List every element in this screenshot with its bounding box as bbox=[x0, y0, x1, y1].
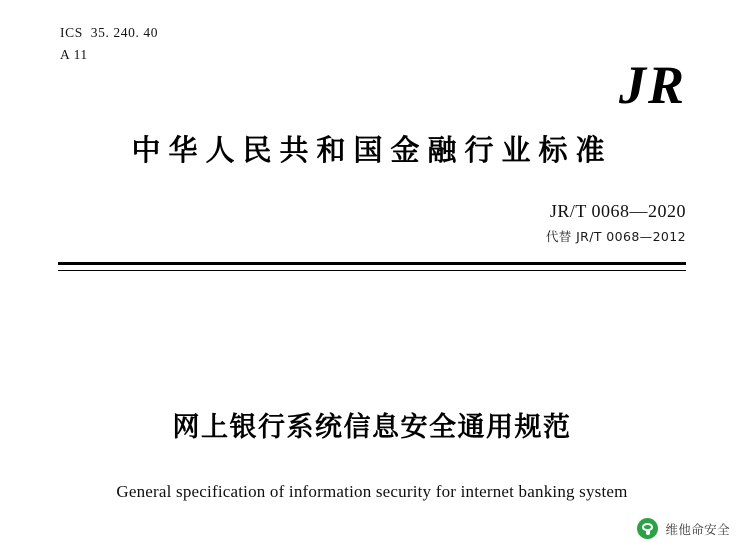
standard-number: JR/T 0068—2020 bbox=[549, 201, 686, 221]
leaf-shield-icon bbox=[637, 518, 658, 539]
divider-thin bbox=[58, 270, 686, 271]
watermark bbox=[637, 518, 730, 539]
ics-code: ICS 35. 240. 40 bbox=[60, 25, 159, 40]
watermark-label: 维他命安全 bbox=[665, 521, 730, 537]
standard-number-block bbox=[546, 200, 686, 245]
document-title-chinese: 网上银行系统信息安全通用规范 bbox=[172, 412, 572, 443]
classification-code: A 11 bbox=[60, 47, 88, 63]
document-title-english: General specification of information security for internet banking system bbox=[116, 482, 628, 501]
standard-replaces: 代替 JR/T 0068—2012 bbox=[545, 229, 686, 245]
jr-logo: JR bbox=[618, 55, 686, 115]
issuing-authority-title: 中华人民共和国金融行业标准 bbox=[131, 133, 613, 167]
ics-block bbox=[60, 22, 158, 67]
divider-thick bbox=[58, 262, 686, 265]
